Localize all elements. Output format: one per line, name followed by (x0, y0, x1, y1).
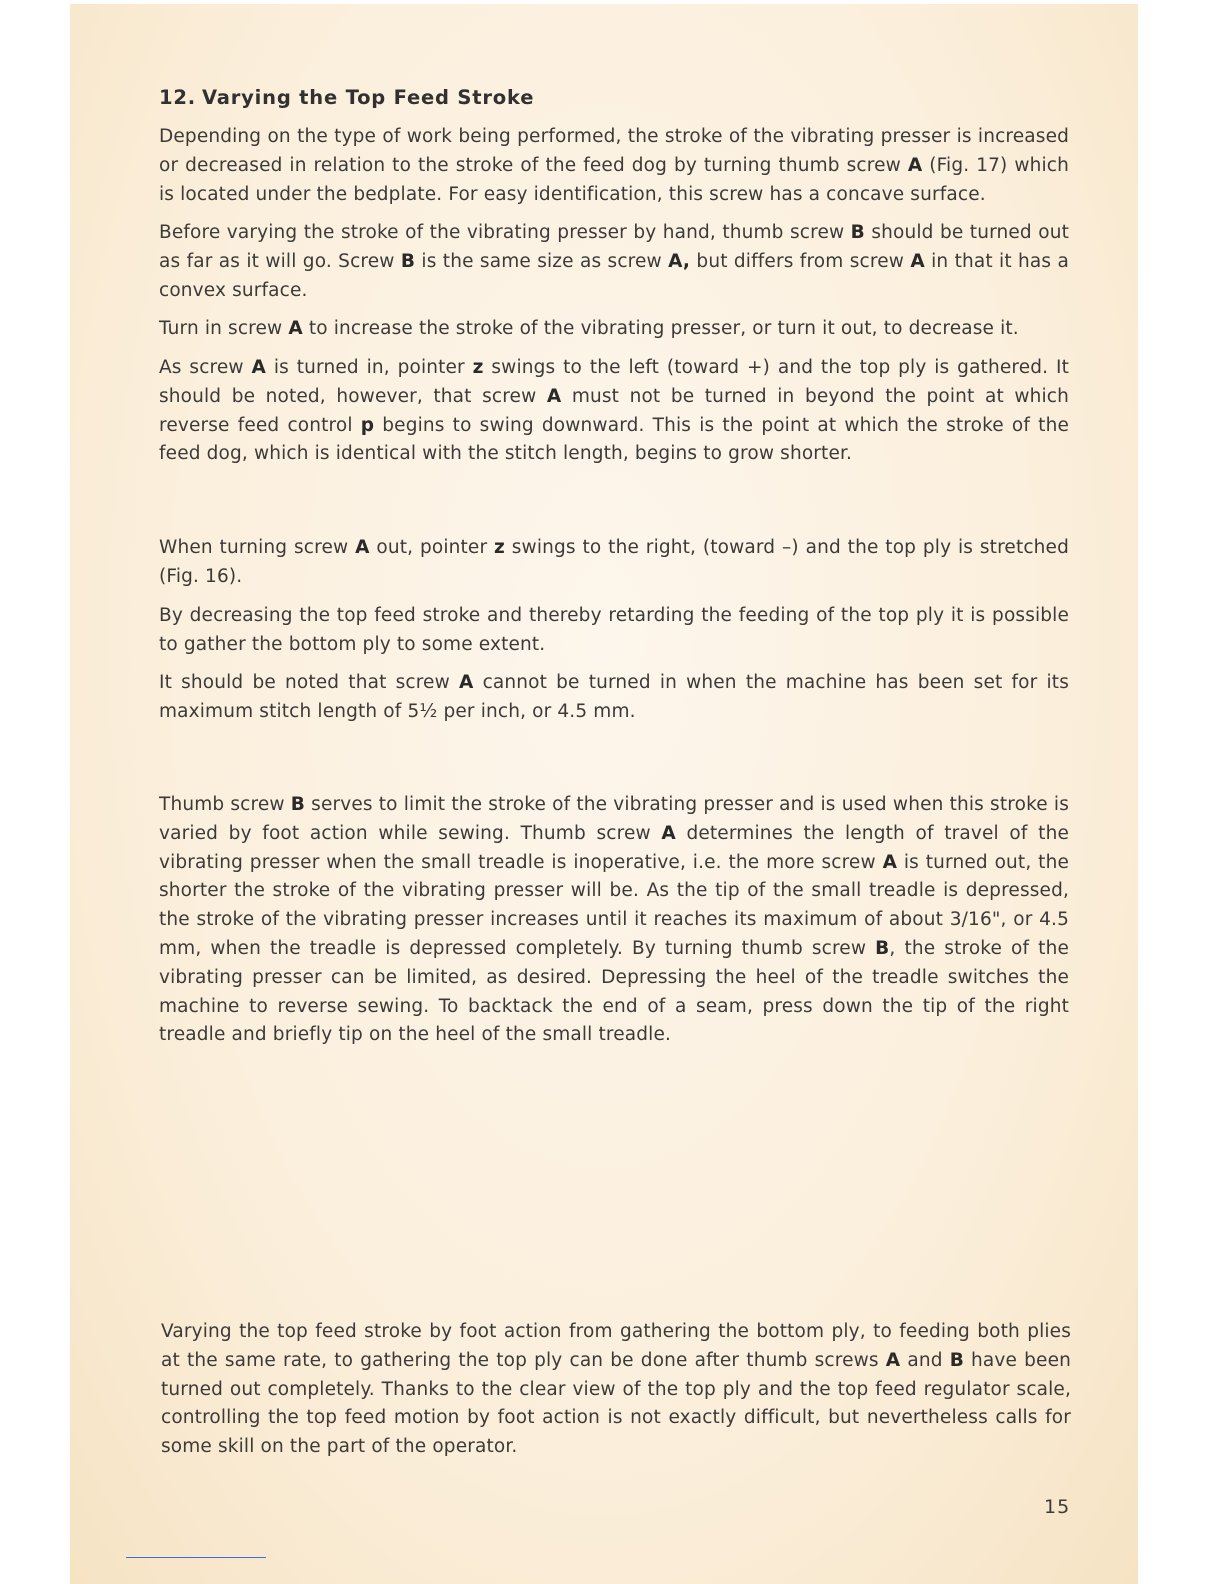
text-run: determines the length of travel of the vibrating presser when the small treadle is inoperative, i.e. the more screw (159, 822, 1069, 873)
part-label: A (910, 250, 925, 272)
text-run: swings to the left (toward +) and the top ply is gathered. It should be noted, however, that screw (159, 357, 1070, 407)
part-label: A (885, 1349, 901, 1371)
text-run: is turned in, pointer (266, 357, 473, 378)
part-label: A (546, 385, 562, 407)
text-run: Before varying the stroke of the vibrating presser by hand, thumb screw (159, 222, 851, 243)
part-label: A, (668, 250, 691, 272)
text-run: By decreasing the top feed stroke and thereby retarding the feeding of the top ply it is possible to gather the bottom ply to some extent. (159, 605, 1069, 655)
paragraph-3 (159, 315, 1069, 344)
text-run: Turn in screw (159, 318, 289, 339)
fraction-value: 3/16" (949, 909, 1001, 931)
footer-rule (126, 1557, 266, 1558)
section-number: 12. (159, 86, 196, 109)
text-run: Varying the top feed stroke by foot action from gathering the bottom ply, to feeding both plies at the same rate, to gathering the top ply can be done after thumb screws (161, 1321, 1071, 1371)
text-run: cannot be turned in when the machine has been set for its maximum stitch length of 5½ per inch, or 4.5 mm. (159, 672, 1070, 722)
part-label: B (290, 794, 306, 815)
text-run: As screw (159, 357, 252, 378)
text-run: (Fig. 17) which is located under the bedplate. For easy identification, this screw has a concave surface. (159, 154, 1069, 205)
section-heading (159, 86, 534, 109)
part-label: p (360, 414, 375, 436)
text-run: is turned out, the shorter the stroke of the vibrating presser will be. As the tip of the small treadle is depressed, the stroke of the vibrating presser increases until it reaches its maximum of about (159, 851, 1069, 931)
paragraph-6 (159, 602, 1069, 660)
section-title: Varying the Top Feed Stroke (201, 86, 535, 109)
part-label: A (907, 154, 923, 176)
part-label: B (875, 937, 890, 959)
part-label: B (400, 250, 416, 272)
paragraph-9 (161, 1318, 1071, 1462)
text-run: have been turned out completely. Thanks to the clear view of the top ply and the top feed regulator scale, controlling the top feed motion by foot action is not exactly difficult, but nevertheless calls for some skill on the part of the operator. (161, 1349, 1071, 1458)
part-label: A (459, 672, 474, 693)
text-run: and (900, 1349, 950, 1371)
text-run: must not be turned in beyond the point at which reverse feed control (159, 385, 1069, 436)
part-label: A (661, 822, 676, 844)
paragraph-8 (159, 791, 1069, 1050)
text-run: but differs from screw (690, 250, 911, 272)
part-label: A (882, 851, 898, 873)
part-label: z (472, 357, 484, 378)
part-label: A (355, 537, 370, 558)
text-run: swings to the right, (toward –) and the top ply is stretched (Fig. 16). (159, 537, 1069, 587)
text-run: in that it has a convex surface. (159, 250, 1069, 301)
paragraph-5 (159, 534, 1069, 592)
part-label: A (288, 318, 303, 339)
paragraph-2 (159, 219, 1069, 305)
text-run: Thumb screw (159, 794, 291, 815)
text-run: Depending on the type of work being performed, the stroke of the vibrating presser is increased or decreased in relation to the stroke of the feed dog by turning thumb screw (159, 126, 1069, 176)
page-number: 15 (1044, 1496, 1071, 1518)
text-run: to increase the stroke of the vibrating presser, or turn it out, to decrease it. (302, 318, 1019, 339)
paragraph-7 (159, 669, 1069, 727)
part-label: z (494, 537, 505, 558)
part-label: B (949, 1349, 964, 1371)
paragraph-4 (159, 354, 1069, 469)
text-run: serves to limit the stroke of the vibrating presser and is used when this stroke is varied by foot action while sewing. Thumb screw (159, 794, 1069, 844)
part-label: A (251, 357, 266, 378)
text-run: should be turned out as far as it will go. Screw (159, 222, 1069, 272)
text-run: begins to swing downward. This is the point at which the stroke of the feed dog, which is identical with the stitch length, begins to grow shorter. (159, 414, 1069, 465)
text-run: is the same size as screw (415, 250, 669, 272)
part-label: B (850, 222, 865, 243)
text-run: , the stroke of the vibrating presser can be limited, as desired. Depressing the heel of the treadle switches the machine to reverse sewing. To backtack the end of a seam, press down the tip of the right treadle and briefly tip on the heel of the small treadle. (159, 937, 1069, 1046)
text-run: It should be noted that screw (159, 672, 459, 693)
text-run: When turning screw (159, 537, 356, 558)
text-run: out, pointer (369, 537, 495, 558)
text-run: , or 4.5 mm, when the treadle is depressed completely. By turning thumb screw (159, 909, 1069, 959)
paragraph-1 (159, 123, 1069, 209)
